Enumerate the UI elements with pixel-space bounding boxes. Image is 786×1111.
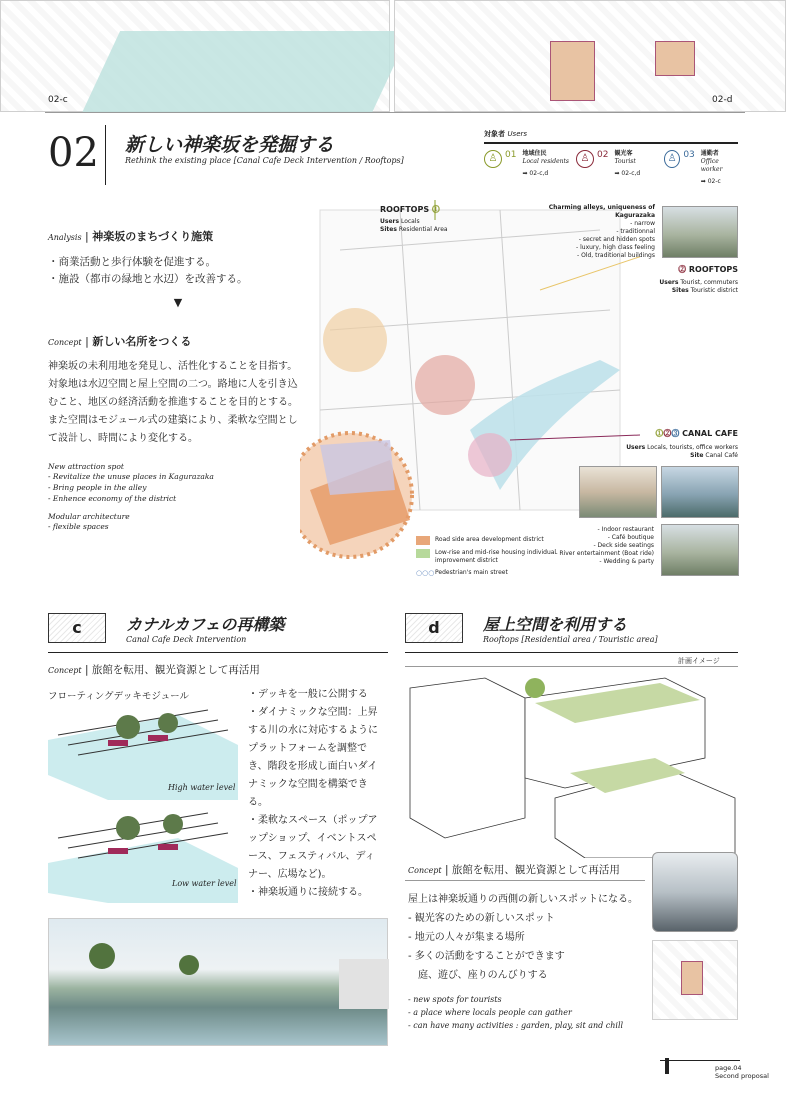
site-highlight bbox=[681, 961, 703, 995]
analysis-label: Analysis bbox=[48, 233, 82, 242]
alley-item: - luxury, high class feeling bbox=[576, 244, 655, 251]
users-heading-jp: 対象者 bbox=[484, 130, 505, 138]
concept1-block: Concept | 新しい名所をつくる 神楽坂の未利用地を発見し、活性化することを目指す。対象地は水辺空間と屋上空間の二つ。路地に人を引き込むこと、地区の経済活動を推進することを目的とする。 また空間はモジュール式の建築により、柔軟な空間として設計し、時間により変化する。 New attraction spot - Revitalize the unuse places in Kagurazaka - Bring people in the alley - Enhence economy of the district Modular architecture - flexible spaces bbox=[48, 333, 306, 532]
concept1-paragraph-1: 神楽坂の未利用地を発見し、活性化することを目指す。対象地は水辺空間と屋上空間の二つ。路地に人を引き込むこと、地区の経済活動を推進することを目的とする。 bbox=[48, 361, 298, 408]
canal-photo-2 bbox=[661, 466, 739, 518]
users-label: Users bbox=[626, 444, 646, 451]
highlight-block-2 bbox=[655, 41, 695, 76]
section-d-title-en: Rooftops [Residential area / Touristic area] bbox=[483, 635, 658, 644]
d-list-item: 庭、遊び、座りのんびりする bbox=[408, 970, 548, 981]
footer-rule bbox=[660, 1060, 740, 1061]
rooftop-svg bbox=[405, 668, 738, 858]
c-bullet: ・柔軟なスペース（ポップアップショップ、イベントスペース、フェスティバル、ディナー、広場など)。 bbox=[248, 815, 378, 880]
users-value: Locals bbox=[400, 218, 420, 225]
user-item-2 bbox=[576, 150, 664, 186]
top-right-code: 02-d bbox=[712, 95, 733, 105]
person-icon: ♙ bbox=[576, 150, 594, 168]
section-title-jp: 新しい神楽坂を発掘する bbox=[125, 134, 335, 156]
d-list-item: - 地元の人々が集まる場所 bbox=[408, 932, 525, 943]
section-d-badge: d bbox=[405, 613, 463, 643]
user-ref: ➡ 02-c,d bbox=[522, 170, 549, 177]
rooftops-left-title: ROOFTOPS bbox=[380, 205, 430, 214]
canal-item: - Indoor restaurant bbox=[597, 526, 654, 533]
deck-title: フローティングデッキモジュール bbox=[48, 691, 189, 702]
new-spot-item: - Revitalize the unuse places in Kagurazaka bbox=[48, 472, 214, 481]
building bbox=[339, 959, 389, 1009]
tree bbox=[179, 955, 199, 975]
footer-proposal: Second proposal bbox=[715, 1072, 769, 1080]
user-ref: ➡ 02-c,d bbox=[614, 170, 641, 177]
user-jp: 通勤者 bbox=[700, 150, 719, 157]
section-d-text bbox=[408, 890, 653, 1032]
low-water-diagram bbox=[48, 808, 238, 903]
highlight-block bbox=[550, 41, 595, 101]
sites-label: Sites bbox=[671, 287, 689, 294]
d-lead: 屋上は神楽坂通りの西側の新しいスポットになる。 bbox=[408, 894, 638, 905]
concept1-paragraph-2: また空間はモジュール式の建築により、柔軟な空間として設計し、時間により変化する。 bbox=[48, 415, 298, 444]
user-en: Local residents bbox=[522, 158, 569, 165]
rooftops-left-label bbox=[380, 204, 448, 234]
alley-item: - traditionnal bbox=[616, 228, 655, 235]
concept-title: 旅館を転用、観光資源として再活用 bbox=[451, 864, 620, 876]
person-icon: ⓶ bbox=[678, 265, 687, 274]
users-heading-en: Users bbox=[507, 130, 528, 138]
person-icon: ⓵ bbox=[655, 429, 664, 438]
rooftop-perspective bbox=[405, 668, 738, 858]
analysis-title: 神楽坂のまちづくり施策 bbox=[92, 230, 214, 243]
analysis-bullet-1: ・商業活動と歩行体験を促進する。 bbox=[48, 256, 216, 268]
section-title-en: Rethink the existing place [Canal Cafe Deck Intervention / Rooftops] bbox=[125, 156, 404, 165]
legend-swatch-green bbox=[416, 549, 430, 558]
user-en: Tourist bbox=[614, 158, 636, 165]
users-value: Tourist, commuters bbox=[680, 279, 738, 286]
person-icon: ♙ bbox=[664, 150, 680, 168]
user-num: 01 bbox=[505, 150, 517, 160]
concept-label: Concept bbox=[48, 666, 82, 675]
alley-info bbox=[520, 204, 655, 260]
site-value: Canal Café bbox=[705, 452, 738, 459]
users-label: Users bbox=[380, 218, 400, 225]
section-d-title-jp: 屋上空間を利用する bbox=[483, 615, 628, 634]
canal-photo-1 bbox=[579, 466, 657, 518]
user-jp: 地域住民 bbox=[522, 150, 547, 157]
modular-item: - flexible spaces bbox=[48, 522, 109, 531]
new-spot-title: New attraction spot bbox=[48, 462, 124, 471]
new-spot-item: - Bring people in the alley bbox=[48, 483, 147, 492]
user-item-3 bbox=[664, 150, 738, 186]
d-concept-rule bbox=[405, 880, 645, 881]
canal-item: - Café boutique bbox=[607, 534, 654, 541]
sites-value: Touristic district bbox=[690, 287, 738, 294]
person-icon: ⓵ bbox=[431, 205, 440, 214]
concept1-title: 新しい名所をつくる bbox=[92, 335, 192, 348]
c-bullet: ・神楽坂通りに接続する。 bbox=[248, 887, 368, 898]
legend-label: Low-rise and mid-rise housing individual improvement district bbox=[435, 549, 557, 564]
plan-label: 計画イメージ bbox=[678, 657, 720, 665]
legend-swatch-orange bbox=[416, 536, 430, 545]
concept-label: Concept bbox=[408, 866, 442, 875]
alley-item: - narrow bbox=[630, 220, 655, 227]
sites-label: Sites bbox=[380, 226, 397, 233]
footer bbox=[715, 1064, 769, 1080]
plan-rule bbox=[405, 666, 738, 667]
canal-panorama bbox=[48, 918, 388, 1046]
section-d-concept: Concept | 旅館を転用、観光資源として再活用 bbox=[408, 864, 620, 876]
legend-label: Pedestrian's main street bbox=[435, 569, 508, 576]
rooftop-photo bbox=[652, 852, 738, 932]
section-c-concept: Concept | 旅館を転用、観光資源として再活用 bbox=[48, 664, 260, 676]
section-c-title-jp: カナルカフェの再構築 bbox=[126, 615, 285, 634]
users-label: Users bbox=[659, 279, 679, 286]
d-en-item: - can have many activities : garden, play, sit and chill bbox=[408, 1021, 624, 1030]
users-panel bbox=[484, 130, 738, 186]
site-label: Site bbox=[690, 452, 704, 459]
user-num: 03 bbox=[683, 150, 695, 160]
tree bbox=[89, 943, 115, 969]
user-ref: ➡ 02-c bbox=[700, 178, 721, 185]
rooftops-right-label bbox=[640, 264, 738, 295]
high-water-label: High water level bbox=[168, 783, 236, 792]
canal-photo-3 bbox=[661, 524, 739, 576]
canal-cafe-label bbox=[580, 428, 738, 460]
site-map-thumbnail bbox=[652, 940, 738, 1020]
concept1-label: Concept bbox=[48, 338, 82, 347]
person-icon: ⓷ bbox=[671, 429, 680, 438]
concept-title: 旅館を転用、観光資源として再活用 bbox=[91, 664, 260, 676]
low-water-label: Low water level bbox=[172, 879, 237, 888]
canal-water-shape bbox=[82, 31, 410, 113]
canal-item: - Deck side seatings bbox=[593, 542, 654, 549]
d-en-item: - new spots for tourists bbox=[408, 995, 502, 1004]
legend-dots-icon: ○○○ bbox=[416, 569, 435, 577]
top-left-code: 02-c bbox=[48, 95, 68, 105]
d-list-item: - 多くの活動をすることができます bbox=[408, 951, 565, 962]
low-water-svg bbox=[48, 808, 238, 903]
legend-label: Road side area development district bbox=[435, 536, 544, 543]
section-number: 02 bbox=[48, 130, 99, 176]
footer-mark bbox=[665, 1058, 669, 1074]
canal-item: - River entertainment (Boat ride) bbox=[555, 550, 654, 557]
map-legend bbox=[416, 536, 566, 578]
c-bullet: ・ダイナミックな空間：上昇する川の水に対応するようにプラットフォームを調整でき、階段を形成し面白いダイナミックな空間を構築できる。 bbox=[248, 707, 378, 808]
canal-title: CANAL CAFE bbox=[682, 429, 738, 438]
users-list bbox=[484, 150, 738, 186]
down-arrow-icon: ▼ bbox=[173, 296, 183, 309]
person-icon: ⓶ bbox=[663, 429, 672, 438]
top-divider bbox=[45, 112, 745, 113]
sites-value: Residential Area bbox=[398, 226, 448, 233]
modular-title: Modular architecture bbox=[48, 512, 130, 521]
person-icon: ♙ bbox=[484, 150, 502, 168]
footer-page: page.04 bbox=[715, 1064, 742, 1072]
users-value: Locals, tourists, office workers bbox=[647, 444, 738, 451]
analysis-bullet-2: ・施設（都市の緑地と水辺）を改善する。 bbox=[48, 273, 248, 285]
user-en: Office worker bbox=[700, 158, 723, 173]
section-c-rule bbox=[48, 652, 388, 653]
d-list-item: - 観光客のための新しいスポット bbox=[408, 913, 555, 924]
d-en-item: - a place where locals people can gather bbox=[408, 1008, 572, 1017]
section-d-rule bbox=[405, 652, 738, 653]
analysis-block: Analysis | 神楽坂のまちづくり施策 ・商業活動と歩行体験を促進する。 ・施設（都市の緑地と水辺）を改善する。 ▼ bbox=[48, 228, 308, 309]
user-item-1 bbox=[484, 150, 576, 186]
canal-item: - Wedding & party bbox=[599, 558, 654, 565]
c-bullet: ・デッキを一般に公開する bbox=[248, 689, 368, 700]
alley-item: - secret and hidden spots bbox=[578, 236, 655, 243]
user-num: 02 bbox=[597, 150, 609, 160]
user-jp: 観光客 bbox=[614, 150, 633, 157]
section-c-badge: c bbox=[48, 613, 106, 643]
rooftops-right-title: ROOFTOPS bbox=[688, 265, 738, 274]
section-divider-line bbox=[105, 125, 106, 185]
section-c-title-en: Canal Cafe Deck Intervention bbox=[126, 635, 247, 644]
alley-photo bbox=[662, 206, 738, 258]
new-spot-item: - Enhence economy of the district bbox=[48, 494, 177, 503]
alley-title: Charming alleys, uniqueness of Kagurazaka bbox=[548, 204, 655, 219]
alley-item: - Old, traditional buildings bbox=[577, 252, 655, 259]
section-c-bullets bbox=[248, 686, 384, 902]
